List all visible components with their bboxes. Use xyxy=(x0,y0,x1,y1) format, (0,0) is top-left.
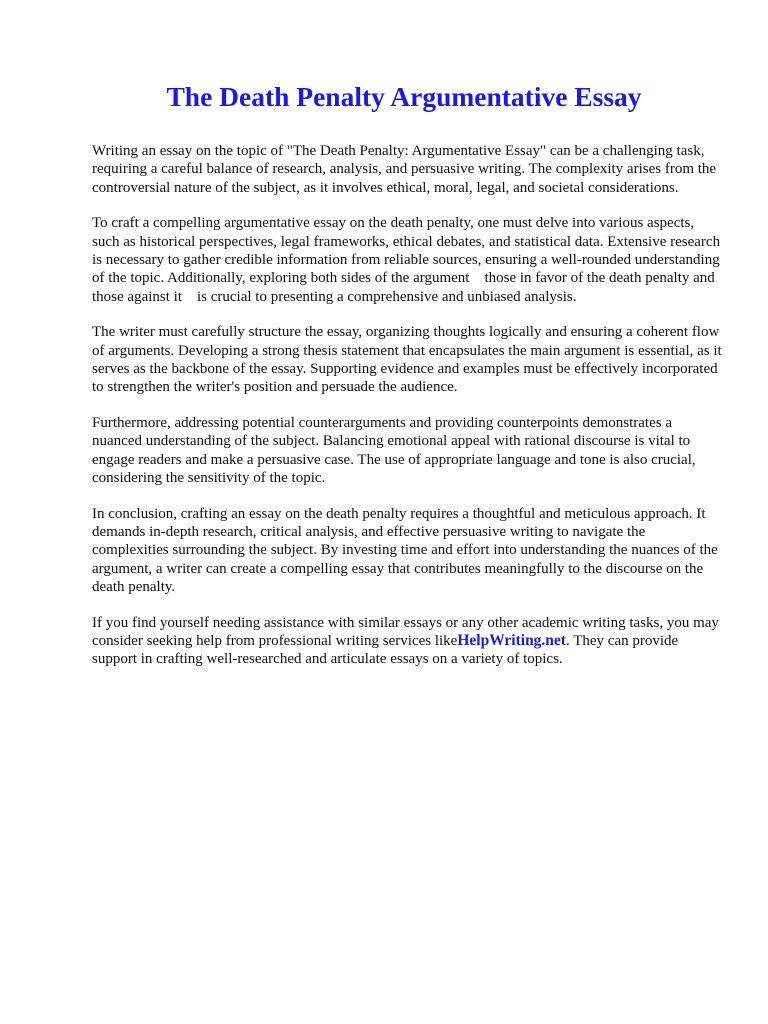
paragraph-counterarguments: Furthermore, addressing potential counterarguments and providing counterpoints demonstrates a nuanced understanding of the subject. Balancing emotional appeal with rational discourse is vital to engage readers and make a persuasive case. The use of appropriate language and tone is also crucial, considering the sensitivity of the topic. xyxy=(92,414,696,487)
helpwriting-link[interactable]: HelpWriting.net xyxy=(457,631,566,649)
assistance-text-after: . They can provide support in crafting well-researched and articulate essays on a variety of topics. xyxy=(92,632,679,668)
paragraph-assistance xyxy=(92,614,724,669)
paragraph-intro: Writing an essay on the topic of "The Death Penalty: Argumentative Essay" can be a challenging task, requiring a careful balance of research, analysis, and persuasive writing. The complexity arises from the controversial nature of the subject, as it involves ethical, moral, legal, and societal considerations. xyxy=(92,143,717,196)
paragraph-structure: The writer must carefully structure the essay, organizing thoughts logically and ensuring a coherent flow of arguments. Developing a strong thesis statement that encapsulates the main argument is essential, as it serves as the backbone of the essay. Supporting evidence and examples must be effectively incorporated to strengthen the writer's position and persuade the audience. xyxy=(92,324,722,396)
paragraph-conclusion: In conclusion, crafting an essay on the death penalty requires a thoughtful and meticulous approach. It demands in-depth research, critical analysis, and effective persuasive writing to navigate the complexities surrounding the subject. By investing time and effort into understanding the nuances of the argument, a writer can create a compelling essay that contributes meaningfully to the discourse on the death penalty. xyxy=(92,505,718,596)
document-title: The Death Penalty Argumentative Essay xyxy=(166,81,642,112)
paragraph-research: To craft a compelling argumentative essay on the death penalty, one must delve into various aspects, such as historical perspectives, legal frameworks, ethical debates, and statistical data. Extensive research is necessary to gather credible information from reliable sources, ensuring a well-rounded understanding of the topic. Additionally, exploring both sides of the argument those in favor of the death penalty and those against it is crucial to presenting a comprehensive and unbiased analysis. xyxy=(92,215,721,305)
assistance-text-before: If you find yourself needing assistance with similar essays or any other academic writing tasks, you may consider seeking help from professional writing services like xyxy=(92,614,719,649)
